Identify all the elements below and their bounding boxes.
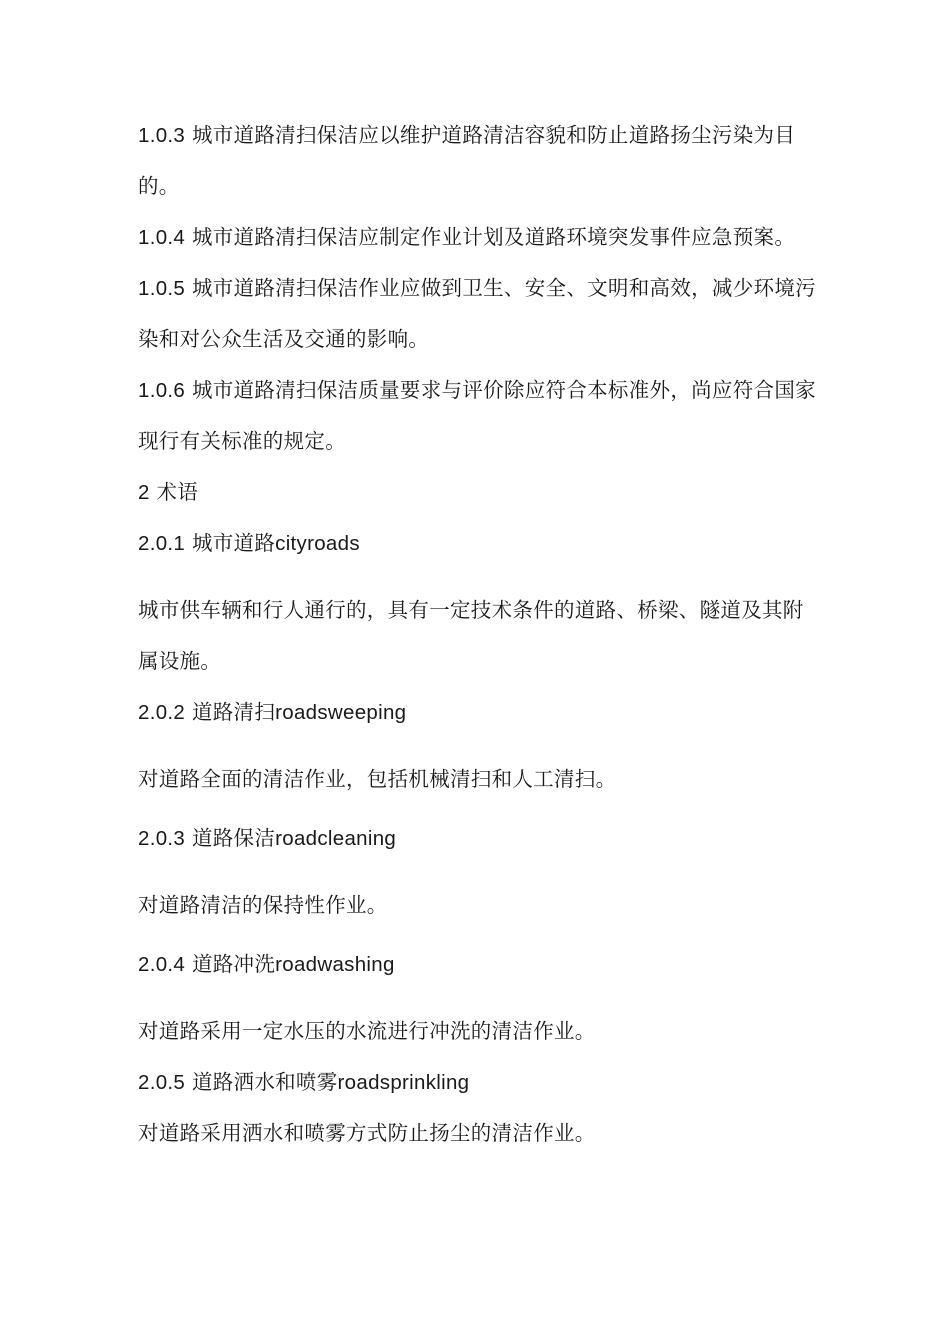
term-english: roadsweeping: [275, 701, 407, 724]
clause-number: 1.0.3: [138, 124, 186, 147]
clause-number: 1.0.5: [138, 277, 186, 300]
clause-1-0-4: [138, 212, 818, 263]
term-number: 2.0.4: [138, 953, 186, 976]
term-chinese: 城市道路: [191, 531, 276, 555]
term-2-0-5-definition: 对道路采用洒水和喷雾方式防止扬尘的清洁作业。: [138, 1121, 596, 1145]
term-2-0-5-heading: [138, 1057, 818, 1108]
term-chinese: 道路保洁: [191, 826, 276, 850]
clause-text: 城市道路清扫保洁作业应做到卫生、安全、文明和高效，减少环境污染和对公众生活及交通的影响。: [138, 276, 816, 351]
clause-1-0-6: [138, 365, 818, 467]
term-2-0-4-definition: 对道路采用一定水压的水流进行冲洗的清洁作业。: [138, 1019, 596, 1043]
clause-text: 城市道路清扫保洁应以维护道路清洁容貌和防止道路扬尘污染为目的。: [138, 123, 796, 198]
term-2-0-3-definition: 对道路清洁的保持性作业。: [138, 893, 388, 917]
term-2-0-2-heading: [138, 687, 818, 738]
term-number: 2.0.1: [138, 532, 186, 555]
document-page: [138, 110, 818, 1159]
term-chinese: 道路洒水和喷雾: [191, 1070, 338, 1094]
clause-number: 1.0.6: [138, 379, 186, 402]
term-number: 2.0.5: [138, 1071, 186, 1094]
term-english: roadcleaning: [275, 827, 397, 850]
clause-1-0-3: [138, 110, 818, 212]
term-english: cityroads: [275, 532, 360, 555]
section-heading: [138, 467, 818, 518]
section-number: 2: [138, 481, 150, 504]
term-2-0-3-heading: [138, 813, 818, 864]
term-2-0-2-definition: 对道路全面的清洁作业，包括机械清扫和人工清扫。: [138, 767, 617, 791]
section-title: 术语: [156, 480, 199, 504]
term-english: roadwashing: [275, 953, 395, 976]
clause-1-0-5: [138, 263, 818, 365]
clause-text: 城市道路清扫保洁应制定作业计划及道路环境突发事件应急预案。: [191, 225, 796, 249]
term-2-0-4-heading: [138, 939, 818, 990]
clause-number: 1.0.4: [138, 226, 186, 249]
term-english: roadsprinkling: [337, 1071, 470, 1094]
term-chinese: 道路清扫: [191, 700, 276, 724]
term-number: 2.0.2: [138, 701, 186, 724]
term-chinese: 道路冲洗: [191, 952, 276, 976]
clause-text: 城市道路清扫保洁质量要求与评价除应符合本标准外，尚应符合国家现行有关标准的规定。: [138, 378, 816, 453]
term-number: 2.0.3: [138, 827, 186, 850]
term-2-0-1-heading: [138, 518, 818, 569]
term-2-0-1-definition: 城市供车辆和行人通行的，具有一定技术条件的道路、桥梁、隧道及其附属设施。: [138, 598, 804, 673]
